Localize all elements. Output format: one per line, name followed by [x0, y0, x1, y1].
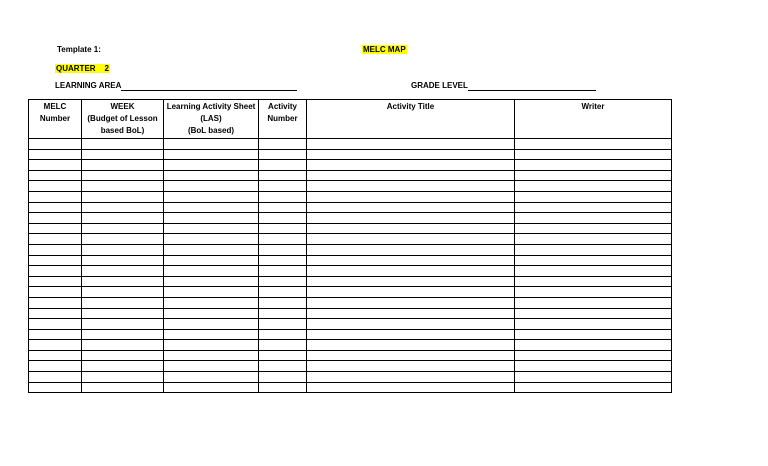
table-cell[interactable]	[29, 276, 82, 287]
table-cell[interactable]	[307, 382, 515, 393]
table-cell[interactable]	[82, 350, 164, 361]
page-title-text: MELC MAP	[363, 45, 406, 54]
table-cell[interactable]	[307, 340, 515, 351]
table-cell[interactable]	[82, 329, 164, 340]
table-cell[interactable]	[259, 234, 307, 245]
col-activity-number: Activity Number	[259, 100, 307, 139]
table-cell[interactable]	[29, 181, 82, 192]
table-cell[interactable]	[164, 255, 259, 266]
table-cell[interactable]	[29, 255, 82, 266]
table-cell[interactable]	[164, 340, 259, 351]
table-cell[interactable]	[259, 266, 307, 277]
table-cell[interactable]	[259, 350, 307, 361]
table-cell[interactable]	[164, 266, 259, 277]
table-cell[interactable]	[29, 191, 82, 202]
table-row	[29, 202, 672, 213]
col-week: WEEK (Budget of Lesson based BoL)	[82, 100, 164, 139]
table-cell[interactable]	[307, 202, 515, 213]
table-row	[29, 139, 672, 150]
table-cell[interactable]	[29, 223, 82, 234]
table-cell[interactable]	[515, 276, 672, 287]
table-cell[interactable]	[259, 191, 307, 202]
table-row	[29, 149, 672, 160]
table-cell[interactable]	[259, 276, 307, 287]
table-cell[interactable]	[515, 234, 672, 245]
quarter-highlight	[55, 64, 110, 73]
page-title	[362, 45, 407, 55]
table-cell[interactable]	[29, 287, 82, 298]
table-cell[interactable]	[307, 287, 515, 298]
table-cell[interactable]	[259, 181, 307, 192]
table-row	[29, 234, 672, 245]
table-cell[interactable]	[515, 382, 672, 393]
table-cell[interactable]	[259, 255, 307, 266]
table-cell[interactable]	[307, 276, 515, 287]
table-cell[interactable]	[259, 340, 307, 351]
learning-area-field	[55, 81, 297, 91]
table-cell[interactable]	[259, 287, 307, 298]
table-cell[interactable]	[259, 329, 307, 340]
table-cell[interactable]	[307, 191, 515, 202]
table-cell[interactable]	[29, 319, 82, 330]
table-cell[interactable]	[307, 160, 515, 171]
table-cell[interactable]	[307, 329, 515, 340]
table-cell[interactable]	[515, 372, 672, 383]
table-cell[interactable]	[164, 276, 259, 287]
table-cell[interactable]	[515, 149, 672, 160]
table-row	[29, 244, 672, 255]
table-cell[interactable]	[82, 308, 164, 319]
grade-level-blank[interactable]	[468, 81, 596, 91]
table-cell[interactable]	[307, 372, 515, 383]
grade-level-field	[411, 81, 596, 91]
table-row	[29, 340, 672, 351]
table-cell[interactable]	[29, 202, 82, 213]
table-cell[interactable]	[515, 244, 672, 255]
quarter-number: 2	[104, 64, 109, 73]
table-row	[29, 329, 672, 340]
table-cell[interactable]	[29, 361, 82, 372]
table-cell[interactable]	[82, 202, 164, 213]
table-cell[interactable]	[164, 297, 259, 308]
table-cell[interactable]	[164, 382, 259, 393]
table-row	[29, 297, 672, 308]
table-cell[interactable]	[164, 139, 259, 150]
table-cell[interactable]	[164, 234, 259, 245]
table-row	[29, 350, 672, 361]
table-cell[interactable]	[29, 297, 82, 308]
template-label: Template 1:	[57, 45, 101, 54]
table-cell[interactable]	[29, 244, 82, 255]
table-header-row	[29, 100, 672, 139]
table-cell[interactable]	[515, 191, 672, 202]
table-cell[interactable]	[29, 382, 82, 393]
table-cell[interactable]	[307, 223, 515, 234]
table-cell[interactable]	[82, 255, 164, 266]
table-cell[interactable]	[164, 319, 259, 330]
table-cell[interactable]	[164, 149, 259, 160]
table-cell[interactable]	[259, 170, 307, 181]
table-cell[interactable]	[515, 255, 672, 266]
table-cell[interactable]	[307, 297, 515, 308]
table-cell[interactable]	[29, 329, 82, 340]
table-cell[interactable]	[82, 234, 164, 245]
table-cell[interactable]	[82, 382, 164, 393]
table-row	[29, 266, 672, 277]
grade-level-label: GRADE LEVEL	[411, 81, 468, 90]
table-cell[interactable]	[307, 244, 515, 255]
table-cell[interactable]	[164, 372, 259, 383]
col-learning-activity-sheet: Learning Activity Sheet (LAS) (BoL based)	[164, 100, 259, 139]
table-cell[interactable]	[515, 329, 672, 340]
table-cell[interactable]	[259, 223, 307, 234]
table-cell[interactable]	[307, 266, 515, 277]
table-cell[interactable]	[164, 350, 259, 361]
table-cell[interactable]	[259, 297, 307, 308]
table-cell[interactable]	[29, 340, 82, 351]
table-row	[29, 160, 672, 171]
table-cell[interactable]	[259, 139, 307, 150]
table-cell[interactable]	[164, 160, 259, 171]
quarter-label	[55, 64, 110, 74]
table-cell[interactable]	[29, 308, 82, 319]
table-cell[interactable]	[259, 319, 307, 330]
table-cell[interactable]	[515, 350, 672, 361]
table-cell[interactable]	[515, 213, 672, 224]
table-cell[interactable]	[82, 266, 164, 277]
table-cell[interactable]	[259, 244, 307, 255]
table-cell[interactable]	[515, 170, 672, 181]
table-cell[interactable]	[29, 372, 82, 383]
table-row	[29, 181, 672, 192]
table-cell[interactable]	[29, 170, 82, 181]
melc-map-table	[28, 99, 672, 393]
table-cell[interactable]	[82, 319, 164, 330]
table-row	[29, 382, 672, 393]
table-cell[interactable]	[515, 266, 672, 277]
table-cell[interactable]	[82, 149, 164, 160]
table-row	[29, 255, 672, 266]
table-cell[interactable]	[307, 170, 515, 181]
table-cell[interactable]	[515, 287, 672, 298]
table-cell[interactable]	[164, 191, 259, 202]
table-row	[29, 170, 672, 181]
table-cell[interactable]	[164, 244, 259, 255]
table-cell[interactable]	[307, 139, 515, 150]
table-cell[interactable]	[82, 139, 164, 150]
table-cell[interactable]	[515, 202, 672, 213]
table-cell[interactable]	[259, 213, 307, 224]
table-cell[interactable]	[164, 202, 259, 213]
table-cell[interactable]	[259, 160, 307, 171]
table-cell[interactable]	[29, 160, 82, 171]
table-cell[interactable]	[29, 213, 82, 224]
table-row	[29, 191, 672, 202]
table-cell[interactable]	[307, 255, 515, 266]
table-cell[interactable]	[164, 170, 259, 181]
table-cell[interactable]	[82, 287, 164, 298]
table-row	[29, 276, 672, 287]
table-cell[interactable]	[29, 234, 82, 245]
table-body	[29, 139, 672, 393]
table-cell[interactable]	[307, 361, 515, 372]
table-cell[interactable]	[82, 223, 164, 234]
table-cell[interactable]	[29, 149, 82, 160]
table-row	[29, 372, 672, 383]
table-cell[interactable]	[164, 213, 259, 224]
table-cell[interactable]	[307, 213, 515, 224]
table-cell[interactable]	[164, 329, 259, 340]
table-cell[interactable]	[307, 350, 515, 361]
table-cell[interactable]	[307, 149, 515, 160]
col-activity-title: Activity Title	[307, 100, 515, 139]
col-writer: Writer	[515, 100, 672, 139]
table-cell[interactable]	[29, 266, 82, 277]
table-cell[interactable]	[82, 170, 164, 181]
table-cell[interactable]	[259, 149, 307, 160]
table-cell[interactable]	[259, 382, 307, 393]
table-cell[interactable]	[259, 308, 307, 319]
table-cell[interactable]	[82, 191, 164, 202]
table-cell[interactable]	[82, 160, 164, 171]
table-cell[interactable]	[29, 139, 82, 150]
table-cell[interactable]	[164, 181, 259, 192]
table-cell[interactable]	[515, 340, 672, 351]
table-cell[interactable]	[515, 223, 672, 234]
quarter-text: QUARTER	[56, 64, 96, 73]
table-cell[interactable]	[82, 340, 164, 351]
table-cell[interactable]	[307, 308, 515, 319]
table-cell[interactable]	[515, 139, 672, 150]
table-cell[interactable]	[82, 372, 164, 383]
table-cell[interactable]	[515, 308, 672, 319]
learning-area-label: LEARNING AREA	[55, 81, 122, 90]
table-cell[interactable]	[307, 319, 515, 330]
table-cell[interactable]	[515, 160, 672, 171]
table-cell[interactable]	[259, 361, 307, 372]
table-cell[interactable]	[259, 372, 307, 383]
table-cell[interactable]	[164, 308, 259, 319]
table-cell[interactable]	[82, 181, 164, 192]
learning-area-blank[interactable]	[121, 81, 297, 91]
table-cell[interactable]	[515, 297, 672, 308]
table-cell[interactable]	[515, 361, 672, 372]
table-cell[interactable]	[82, 361, 164, 372]
table-row	[29, 287, 672, 298]
table-row	[29, 319, 672, 330]
table-cell[interactable]	[29, 350, 82, 361]
table-row	[29, 361, 672, 372]
table-cell[interactable]	[164, 287, 259, 298]
table-row	[29, 213, 672, 224]
table-cell[interactable]	[82, 276, 164, 287]
table-cell[interactable]	[164, 361, 259, 372]
table-cell[interactable]	[82, 297, 164, 308]
table-cell[interactable]	[307, 181, 515, 192]
table-cell[interactable]	[259, 202, 307, 213]
table-cell[interactable]	[82, 213, 164, 224]
table-cell[interactable]	[515, 319, 672, 330]
table-cell[interactable]	[82, 244, 164, 255]
table-cell[interactable]	[515, 181, 672, 192]
table-cell[interactable]	[164, 223, 259, 234]
table-row	[29, 223, 672, 234]
table-row	[29, 308, 672, 319]
col-melc-number: MELC Number	[29, 100, 82, 139]
table-cell[interactable]	[307, 234, 515, 245]
